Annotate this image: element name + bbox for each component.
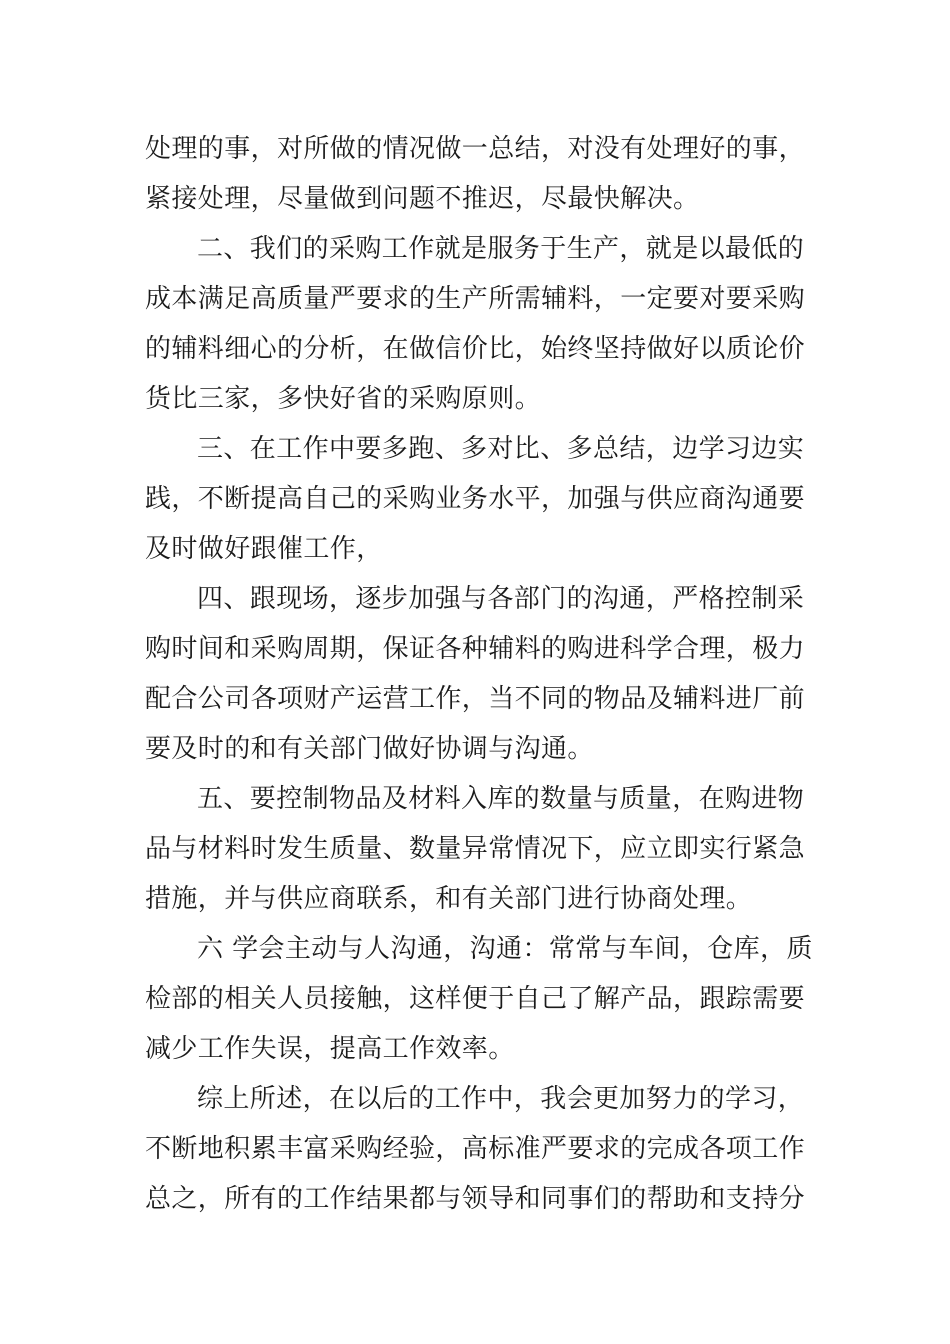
paragraph-item-5 bbox=[145, 774, 807, 924]
text-line: 检部的相关人员接触，这样便于自己了解产品，跟踪需要 bbox=[145, 984, 806, 1014]
text-line: 配合公司各项财产运营工作，当不同的物品及辅料进厂前 bbox=[145, 684, 806, 714]
text-line: 的辅料细心的分析，在做信价比，始终坚持做好以质论价 bbox=[145, 334, 806, 364]
text-line: 践，不断提高自己的采购业务水平，加强与供应商沟通要 bbox=[145, 484, 806, 514]
text-line: 三、在工作中要多跑、多对比、多总结，边学习边实 bbox=[197, 434, 805, 464]
text-line: 要及时的和有关部门做好协调与沟通。 bbox=[145, 734, 594, 764]
text-line: 二、我们的采购工作就是服务于生产，就是以最低的 bbox=[197, 234, 805, 264]
paragraph-item-4 bbox=[145, 574, 807, 774]
paragraph-summary bbox=[145, 1074, 807, 1224]
document-body bbox=[145, 124, 813, 1224]
text-line: 五、要控制物品及材料入库的数量与质量，在购进物 bbox=[197, 784, 805, 814]
paragraph-item-6 bbox=[145, 924, 813, 1074]
text-line: 成本满足高质量严要求的生产所需辅料，一定要对要采购 bbox=[145, 284, 806, 314]
paragraph-item-3 bbox=[145, 424, 807, 574]
paragraph-item-2 bbox=[145, 224, 807, 424]
text-line: 总之，所有的工作结果都与领导和同事们的帮助和支持分 bbox=[145, 1184, 806, 1214]
text-line: 措施，并与供应商联系，和有关部门进行协商处理。 bbox=[145, 884, 753, 914]
text-line: 综上所述，在以后的工作中，我会更加努力的学习， bbox=[197, 1084, 805, 1114]
text-line: 不断地积累丰富采购经验，高标准严要求的完成各项工作 bbox=[145, 1134, 806, 1164]
paragraph-continuation bbox=[145, 124, 807, 224]
text-line: 四、跟现场，逐步加强与各部门的沟通，严格控制采 bbox=[197, 584, 805, 614]
text-line: 购时间和采购周期，保证各种辅料的购进科学合理，极力 bbox=[145, 634, 806, 664]
text-line: 紧接处理，尽量做到问题不推迟，尽最快解决。 bbox=[145, 184, 700, 214]
text-line: 处理的事，对所做的情况做一总结，对没有处理好的事， bbox=[145, 134, 806, 164]
text-line: 减少工作失误，提高工作效率。 bbox=[145, 1034, 515, 1064]
text-line: 品与材料时发生质量、数量异常情况下，应立即实行紧急 bbox=[145, 834, 806, 864]
text-line: 六 学会主动与人沟通，沟通：常常与车间，仓库，质 bbox=[197, 934, 813, 964]
text-line: 货比三家，多快好省的采购原则。 bbox=[145, 384, 542, 414]
text-line: 及时做好跟催工作， bbox=[145, 534, 383, 564]
